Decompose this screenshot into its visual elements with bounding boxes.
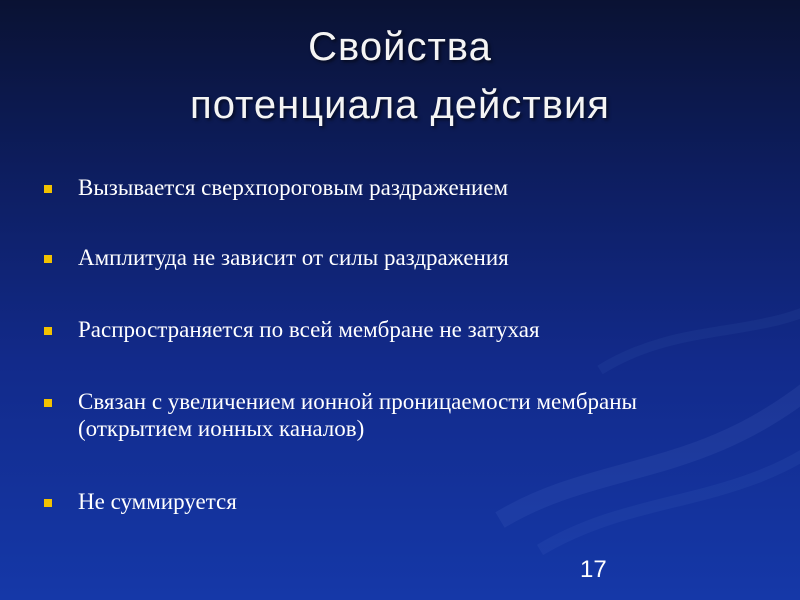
- bullet-text: Амплитуда не зависит от силы раздражения: [78, 245, 509, 270]
- bullet-marker-icon: [44, 399, 52, 407]
- bullet-item: [42, 316, 778, 343]
- bullet-marker-icon: [44, 255, 52, 263]
- bullet-item: [42, 388, 718, 442]
- bullet-text: Вызывается сверхпороговым раздражением: [78, 175, 509, 200]
- slide-title: [0, 18, 800, 134]
- bullet-item: [42, 244, 778, 271]
- bullet-text: Связан с увеличением ионной проницаемости мембраны (открытием ионных каналов): [78, 389, 637, 441]
- bullet-text: Распространяется по всей мембране не затухая: [78, 317, 540, 342]
- bullet-text: Не суммируется: [78, 489, 237, 514]
- bullet-item: [42, 174, 778, 201]
- slide-title-line-1: Свойства: [308, 25, 492, 69]
- slide-title-line-2: потенциала действия: [190, 83, 610, 127]
- bullet-marker-icon: [44, 499, 52, 507]
- bullet-item: [42, 488, 778, 515]
- bullet-marker-icon: [44, 185, 52, 193]
- page-number: 17: [580, 556, 607, 583]
- bullet-marker-icon: [44, 327, 52, 335]
